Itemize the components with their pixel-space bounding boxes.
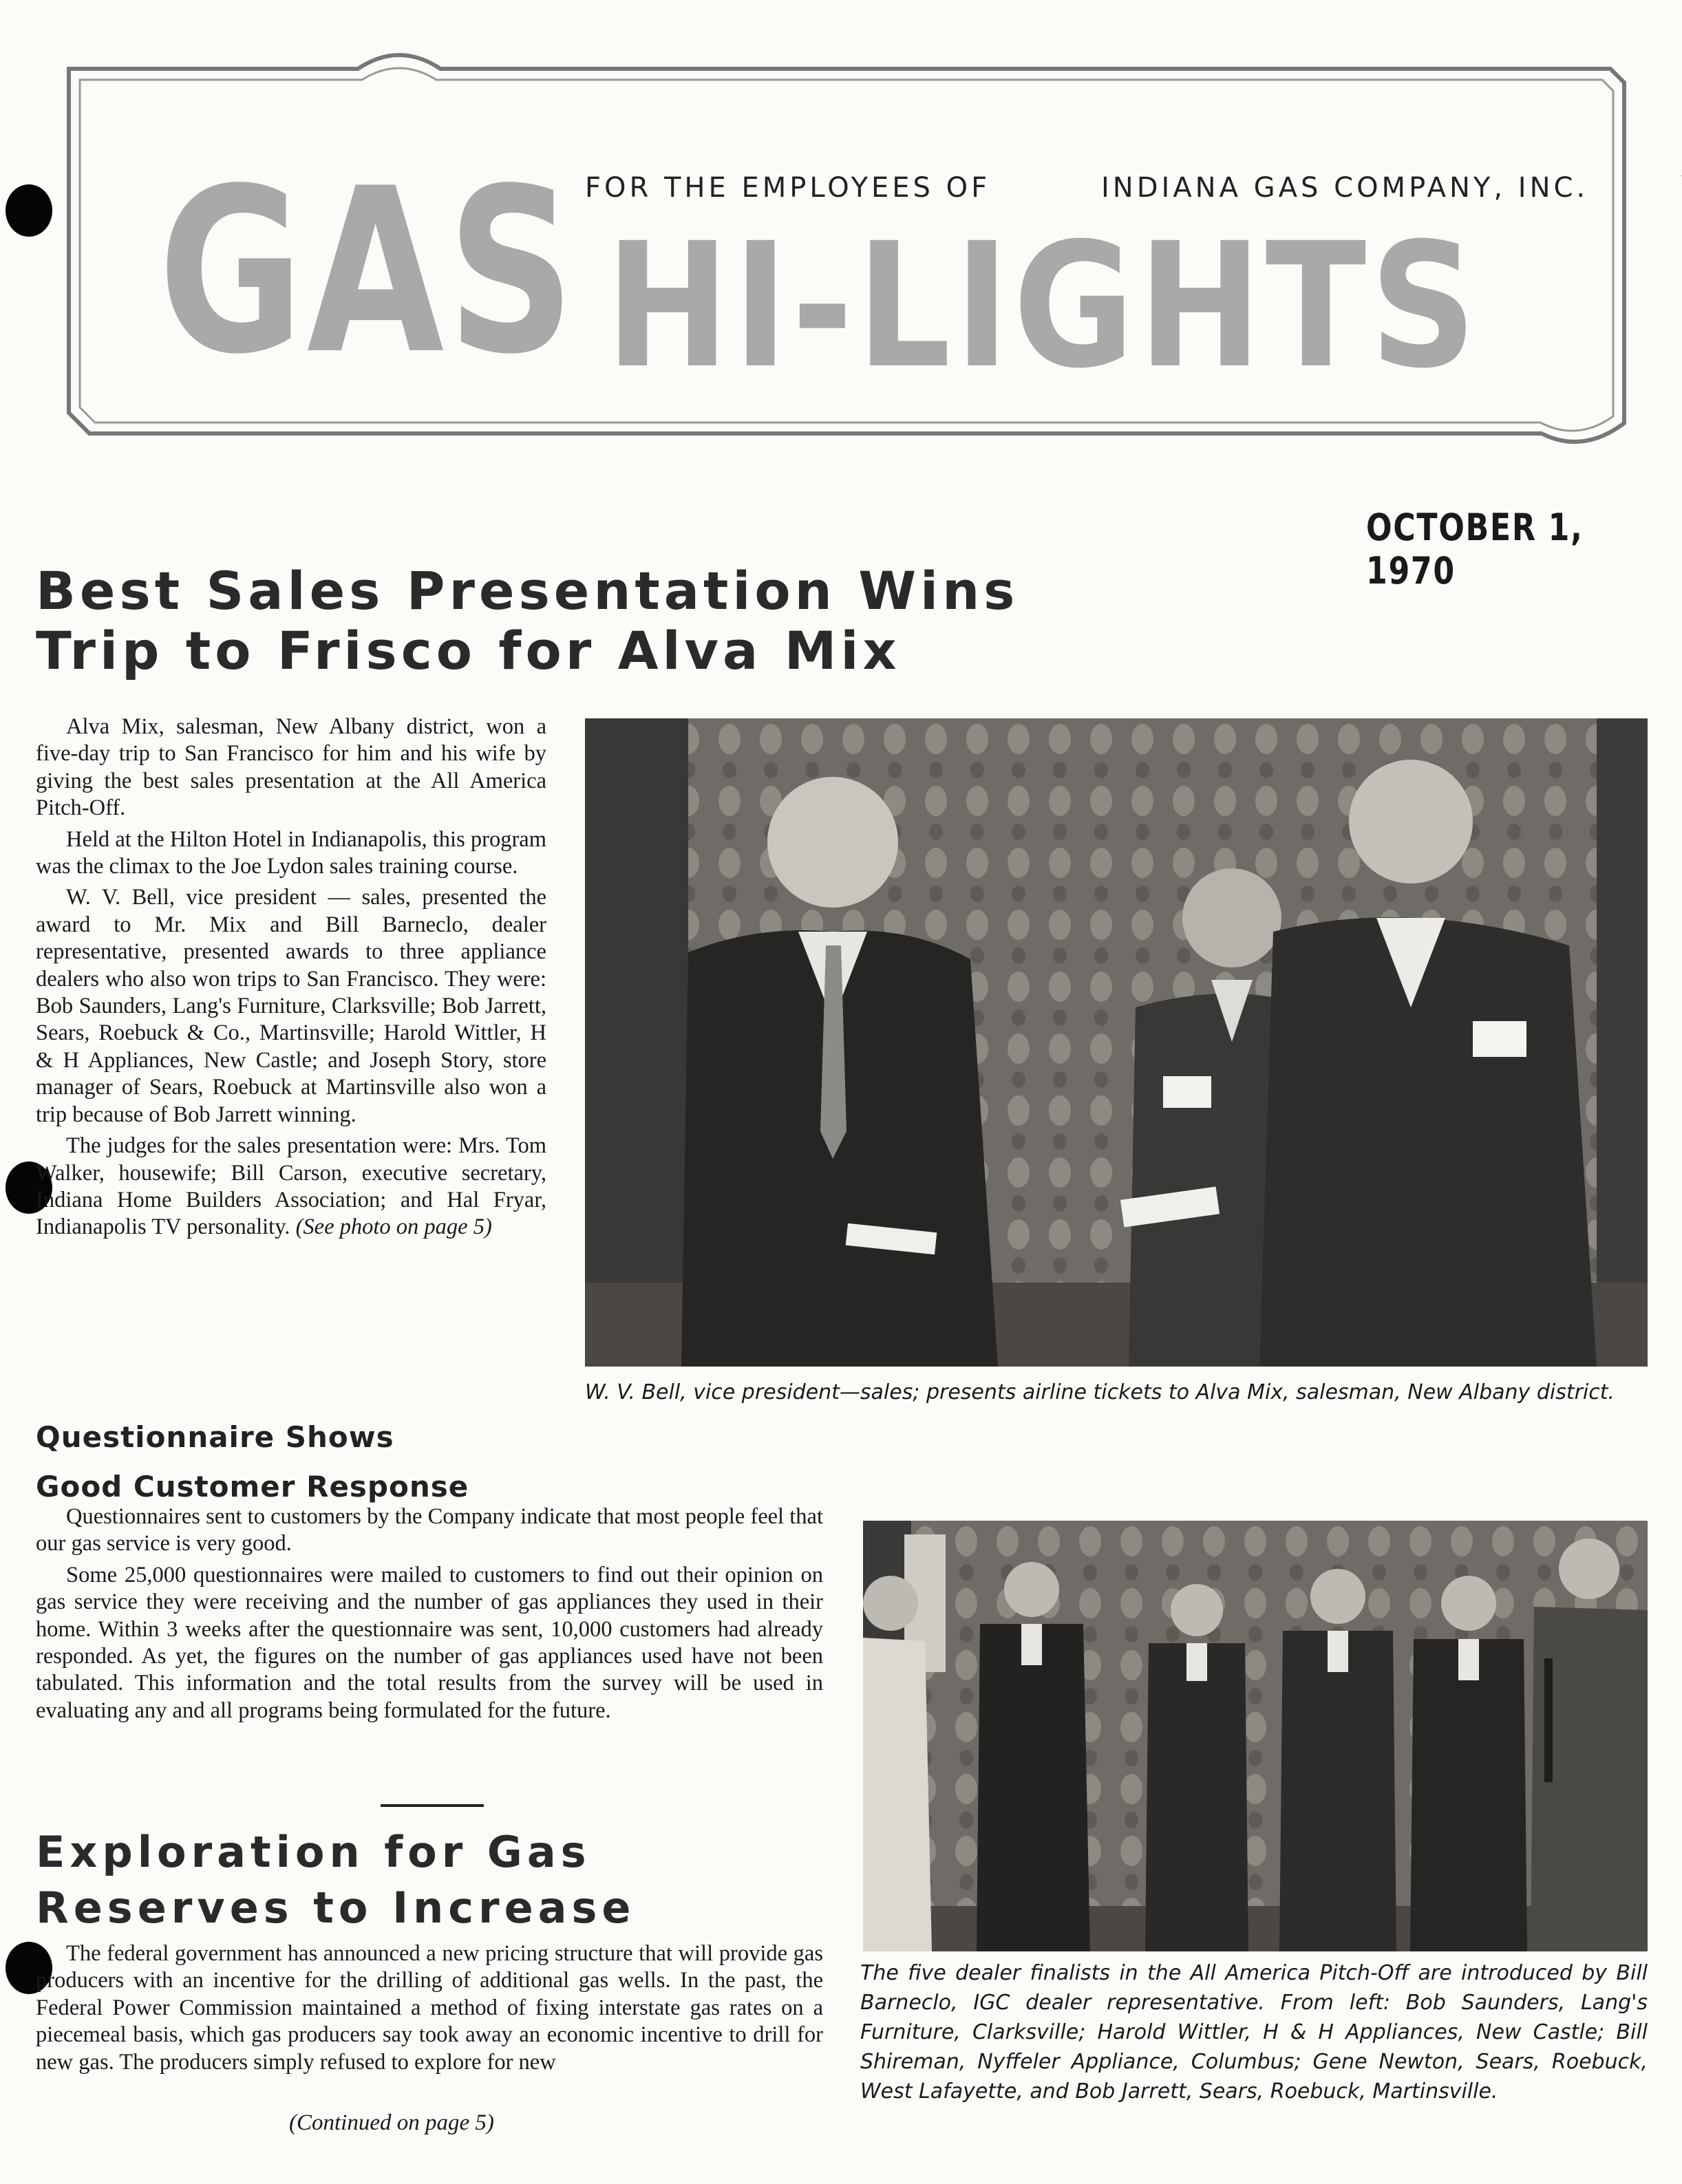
masthead-tagline-left: FOR THE EMPLOYEES OF (585, 172, 991, 204)
masthead-title-hilights: HI-LIGHTS (606, 206, 1480, 406)
paragraph: The federal government has announced a new pricing structure that will provide gas producers with an incentive for the drilling of additional gas wells. In the past, the Federal Power Commission maintained a method of fixing interstate gas rates on a piecemeal basis, which gas producers say took away an economic incentive to drill for new gas. The producers simply refused to explore for new (36, 1941, 823, 2075)
story-sales-body (36, 714, 546, 1245)
photo-dealer-finalists (863, 1521, 1648, 1951)
headline-exploration (36, 1825, 724, 1936)
headline-line: Reserves to Increase (36, 1882, 636, 1933)
photo-award-caption: W. V. Bell, vice president—sales; presents airline tickets to Alva Mix, salesman, New Albany district. (585, 1380, 1615, 1404)
paragraph (36, 1133, 546, 1241)
continued-note: (Continued on page 5) (289, 2110, 494, 2135)
story-exploration-body (36, 1940, 823, 2080)
gas-lamp-icon (964, 89, 1682, 537)
masthead (41, 28, 1652, 475)
masthead-title-gas: GAS (158, 140, 578, 404)
story-questionnaire-body (36, 1503, 823, 1728)
masthead-tagline-right: INDIANA GAS COMPANY, INC. (1101, 172, 1589, 204)
headline-sales-presentation (36, 561, 1137, 681)
issue-date: OCTOBER 1, 1970 (1366, 506, 1584, 592)
headline-line: Good Customer Response (36, 1470, 469, 1503)
paragraph: Questionnaires sent to customers by the Company indicate that most people feel that our gas service is very good. (36, 1504, 823, 1556)
paragraph: W. V. Bell, vice president — sales, presented the award to Mr. Mix and Bill Barneclo, dealer representative, presented awards to three appliance dealers who also won trips to San Francisco. They were: Bob Saunders, Lang's Furniture, Clarksville; Bob Jarrett, Sears, Roebuck & Co., Martinsville; Harold Wittler, H & H Appliances, New Castle; and Joseph Story, store manager of Sears, Roebuck at Martinsville also won a trip because of Bob Jarrett winning. (36, 885, 546, 1127)
photo-finalists-caption: The five dealer finalists in the All America Pitch-Off are introduced by Bill Barneclo, IGC dealer representative. From left: Bob Saunders, Lang's Furniture, Clarksville; Harold Wittler, H & H Appliances, New Castle; Bill Shireman, Nyffeler Appliance, Columbus; Gene Newton, Sears, Roebuck, West Lafayette, and Bob Jarrett, Sears, Roebuck, Martinsville. (860, 1961, 1648, 2103)
headline-line: Questionnaire Shows (36, 1420, 394, 1454)
headline-line: Trip to Frisco for Alva Mix (36, 620, 901, 682)
paragraph: Some 25,000 questionnaires were mailed to customers to find out their opinion on gas service they were receiving and the number of gas appliances they used in their home. Within 3 weeks after the questionnaire was sent, 10,000 customers had already responded. As yet, the figures on the number of gas appliances used have not been tabulated. This information and the total results from the survey will be used in evaluating any and all programs being formulated for the future. (36, 1562, 823, 1723)
headline-line: Best Sales Presentation Wins (36, 560, 1019, 621)
paragraph-text: The judges for the sales presentation were: Mrs. Tom Walker, housewife; Bill Carson, executive secretary, Indiana Home Builders Association; and Hal Fryar, Indianapolis TV personality. (36, 1133, 546, 1240)
paragraph: Held at the Hilton Hotel in Indianapolis, this program was the climax to the Joe Lydon sales training course. (36, 826, 546, 879)
section-divider (381, 1804, 484, 1807)
paragraph: Alva Mix, salesman, New Albany district, won a five-day trip to San Francisco for him and his wife by giving the best sales presentation at the All America Pitch-Off. (36, 714, 546, 821)
headline-questionnaire (36, 1413, 586, 1512)
photo-award-presentation (585, 718, 1648, 1367)
headline-line: Exploration for Gas (36, 1827, 591, 1877)
binder-hole-top (6, 184, 52, 237)
see-photo-note: (See photo on page 5) (295, 1214, 492, 1240)
